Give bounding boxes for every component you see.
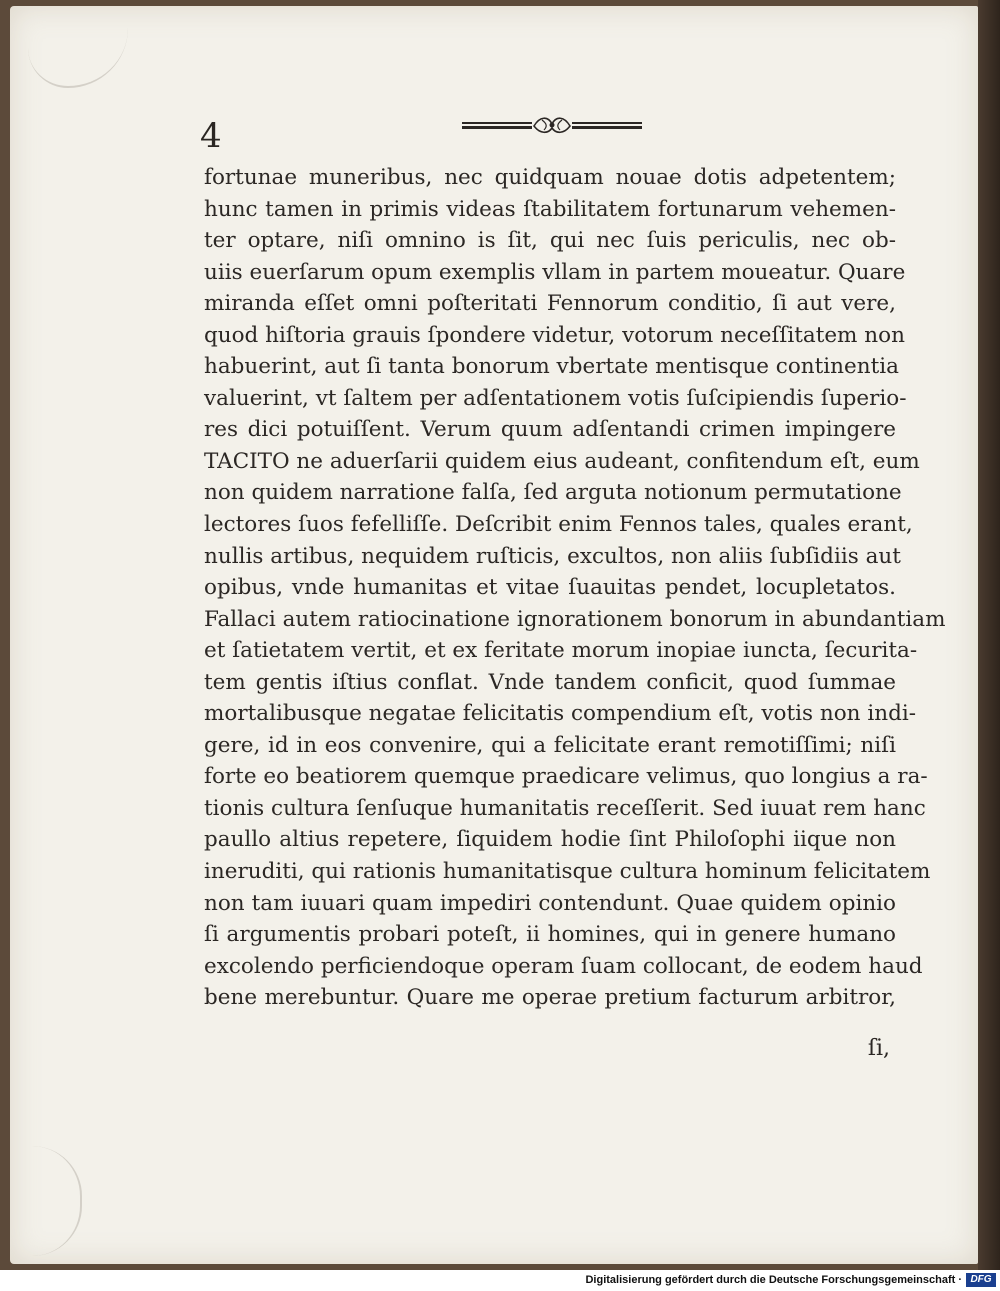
funding-credit: Digitalisierung gefördert durch die Deutsche Forschungsgemeinschaft · [585,1274,962,1286]
text-line: Fallaci autem ratiocinatione ignorationem bonorum in abundantiam [204,606,946,632]
text-line: hunc tamen in primis videas ſtabilitatem fortunarum vehemen- [204,196,896,222]
body-text [204,162,946,1014]
text-line: TACITO ne aduerſarii quidem eius audeant, confitendum eſt, eum [204,448,920,474]
text-line: habuerint, aut ſi tanta bonorum vbertate mentisque continentia [204,354,899,380]
text-line: fortunae muneribus, nec quidquam nouae dotis adpetentem; [204,165,896,190]
text-line: lectores ſuos fefelliſſe. Deſcribit enim Fennos tales, quales erant, [204,512,913,538]
page-curl-bottom [20,1146,82,1256]
header-ornament-icon [462,114,642,136]
text-line: non tam iuuari quam impediri contendunt. Quae quidem opinio [204,890,896,916]
text-line: paullo altius repetere, ſiquidem hodie ſint Philoſophi iique non [204,827,896,853]
text-line: non quidem narratione falſa, ſed arguta notionum permutatione [204,480,902,506]
dfg-logo-icon: DFG [966,1273,996,1287]
text-line: tem gentis iſtius conflat. Vnde tandem conficit, quod ſummae [204,669,896,695]
text-line: tionis cultura ſenſuque humanitatis receſſerit. Sed iuuat rem hanc [204,795,926,821]
text-line: gere, id in eos convenire, qui a felicitate erant remotiſſimi; niſi [204,732,896,758]
text-line: opibus, vnde humanitas et vitae ſuauitas pendet, locupletatos. [204,575,896,601]
text-line: ineruditi, qui rationis humanitatisque cultura hominum felicitatem [204,859,931,885]
text-line: uiis euerſarum opum exemplis vllam in partem moueatur. Quare [204,259,906,285]
text-line: forte eo beatiorem quemque praedicare velimus, quo longius a ra- [204,764,928,790]
text-line: res dici potuiſſent. Verum quum adſentandi crimen impingere [204,417,896,443]
book-edge [978,0,1000,1270]
page-curl-top [28,6,128,88]
text-line: nullis artibus, nequidem ruſticis, excultos, non aliis ſubſidiis aut [204,543,901,569]
text-line: excolendo perficiendoque operam ſuam collocant, de eodem haud [204,953,923,979]
text-line: miranda eſſet omni poſteritati Fennorum conditio, ſi aut vere, [204,291,896,317]
text-line: ter optare, niſi omnino is ſit, qui nec ſuis periculis, nec ob- [204,228,896,254]
text-line: quod hiſtoria grauis ſpondere videtur, votorum neceſſitatem non [204,322,905,348]
page-number: 4 [200,116,222,156]
text-line: et ſatietatem vertit, et ex feritate morum inopiae iuncta, ſecurita- [204,638,918,664]
catchword: ſi, [867,1036,890,1061]
text-line: bene merebuntur. Quare me operae pretium facturum arbitror, [204,985,896,1011]
text-line: ſi argumentis probari poteſt, ii homines, qui in genere humano [204,922,896,948]
text-line: mortalibusque negatae felicitatis compendium eſt, votis non indi- [204,701,916,727]
text-line: valuerint, vt ſaltem per adſentationem votis ſuſcipiendis ſuperio- [204,385,907,411]
